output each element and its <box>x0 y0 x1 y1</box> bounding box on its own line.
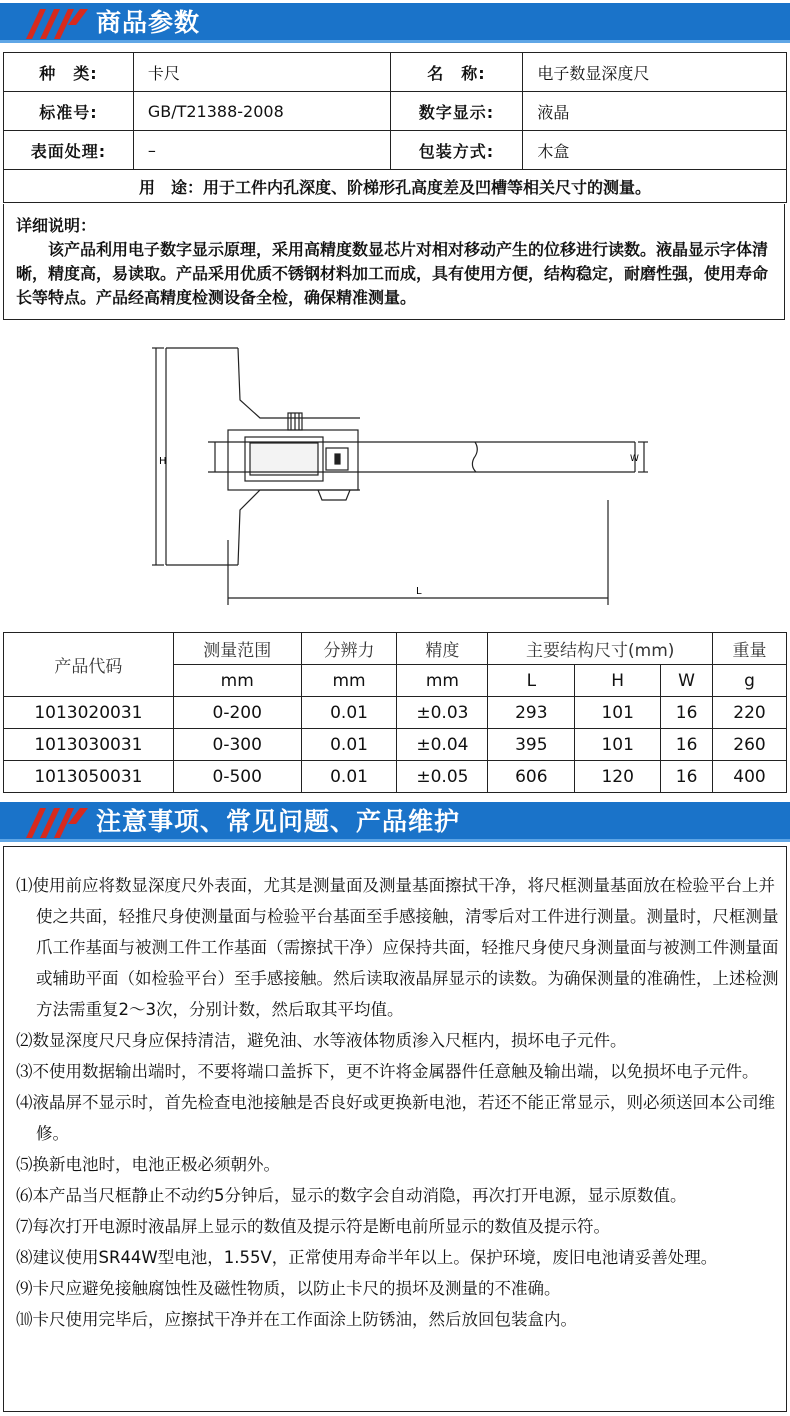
display-value: 液晶 <box>523 92 787 131</box>
kind-label: 种 类: <box>4 53 134 92</box>
section-title: 注意事项、常见问题、产品维护 <box>96 807 461 836</box>
detail-body: 该产品利用电子数字显示原理，采用高精度数显芯片对相对移动产生的位移进行读数。液晶显示字体清晰，精度高，易读取。产品采用优质不锈钢材料加工而成，具有使用方便，结构稳定，耐磨性强，使用寿命长等特点。产品经高精度检测设备全检，确保精准测量。 <box>16 240 769 307</box>
dimension-label-h: H <box>159 456 167 467</box>
table-row <box>4 729 787 761</box>
usage-text: 用 途：用于工件内孔深度、阶梯形孔高度差及凹槽等相关尺寸的测量。 <box>4 170 787 203</box>
table-cell: 0.01 <box>301 697 397 729</box>
note-item: ⑵数显深度尺尺身应保持清洁，避免油、水等液体物质渗入尺框内，损坏电子元件。 <box>16 1031 627 1050</box>
params-table <box>3 52 787 203</box>
table-cell: 293 <box>488 697 575 729</box>
note-item: ⑶不使用数据输出端时，不要将端口盖拆下，更不许将金属器件任意触及输出端，以免损坏电子元件。 <box>16 1062 759 1081</box>
banner-rule <box>0 839 790 842</box>
table-cell: ±0.04 <box>397 729 488 761</box>
table-cell: 260 <box>713 729 787 761</box>
note-item: ⑼卡尺应避免接触腐蚀性及磁性物质，以防止卡尺的损坏及测量的不准确。 <box>16 1279 561 1298</box>
col-code-header: 产品代码 <box>4 633 174 697</box>
table-row <box>4 131 787 170</box>
note-item: ⑸换新电池时，电池正极必须朝外。 <box>16 1155 280 1174</box>
table-cell: 0-500 <box>173 761 301 793</box>
table-cell: 1013050031 <box>4 761 174 793</box>
unit-cell: H <box>575 665 661 697</box>
surface-value: – <box>133 131 390 170</box>
table-cell: 220 <box>713 697 787 729</box>
table-cell: 0-300 <box>173 729 301 761</box>
table-row <box>4 697 787 729</box>
table-header-row <box>4 633 787 665</box>
note-item: ⑺每次打开电源时液晶屏上显示的数值及提示符是断电前所显示的数值及提示符。 <box>16 1217 610 1236</box>
table-cell: 16 <box>661 729 713 761</box>
unit-cell: W <box>661 665 713 697</box>
display-label: 数字显示: <box>390 92 523 131</box>
name-value: 电子数显深度尺 <box>523 53 787 92</box>
table-row <box>4 761 787 793</box>
unit-cell: mm <box>397 665 488 697</box>
note-item: ⑴使用前应将数显深度尺外表面，尤其是测量面及测量基面擦拭干净，将尺框测量基面放在检验平台上并使之共面，轻推尺身使测量面与检验平台基面至手感接触，清零后对工件进行测量。测量时，尺框测量爪工作基面与被测工件工作基面（需擦拭干净）应保持共面，轻推尺身使尺身测量面与被测工件测量面或辅助平面（如检验平台）至手感接触。然后读取液晶屏显示的读数。为确保测量的准确性，上述检测方法需重复2～3次，分别计数，然后取其平均值。 <box>16 876 779 1019</box>
notes-list <box>16 870 784 1335</box>
table-cell: 1013030031 <box>4 729 174 761</box>
table-cell: 101 <box>575 729 661 761</box>
col-accuracy-header: 精度 <box>397 633 488 665</box>
brand-logo-icon <box>22 5 92 41</box>
name-label: 名 称: <box>390 53 523 92</box>
table-row <box>4 92 787 131</box>
table-cell: 0.01 <box>301 729 397 761</box>
table-row <box>4 170 787 203</box>
table-cell: 400 <box>713 761 787 793</box>
table-cell: 395 <box>488 729 575 761</box>
table-cell: 120 <box>575 761 661 793</box>
table-cell: 0-200 <box>173 697 301 729</box>
table-cell: ±0.05 <box>397 761 488 793</box>
spec-table <box>3 632 787 793</box>
section-banner-notes <box>0 802 790 842</box>
col-resolution-header: 分辨力 <box>301 633 397 665</box>
table-row <box>4 53 787 92</box>
standard-value: GB/T21388-2008 <box>133 92 390 131</box>
note-item: ⑷液晶屏不显示时，首先检查电池接触是否良好或更换新电池，若还不能正常显示，则必须送回本公司维修。 <box>16 1093 775 1143</box>
detail-description <box>3 204 785 320</box>
unit-cell: g <box>713 665 787 697</box>
unit-cell: mm <box>173 665 301 697</box>
table-cell: 0.01 <box>301 761 397 793</box>
dimension-label-l: L <box>416 586 422 597</box>
package-value: 木盒 <box>523 131 787 170</box>
kind-value: 卡尺 <box>133 53 390 92</box>
table-cell: 606 <box>488 761 575 793</box>
table-cell: ±0.03 <box>397 697 488 729</box>
col-dims-header: 主要结构尺寸(mm) <box>488 633 713 665</box>
table-cell: 16 <box>661 697 713 729</box>
unit-cell: mm <box>301 665 397 697</box>
depth-gauge-drawing <box>150 340 650 610</box>
detail-heading: 详细说明： <box>16 216 97 235</box>
col-range-header: 测量范围 <box>173 633 301 665</box>
unit-cell: L <box>488 665 575 697</box>
section-title: 商品参数 <box>96 8 201 37</box>
note-item: ⑹本产品当尺框静止不动约5分钟后，显示的数字会自动消隐，再次打开电源，显示原数值。 <box>16 1186 687 1205</box>
section-banner-params <box>0 3 790 43</box>
note-item: ⑻建议使用SR44W型电池，1.55V，正常使用寿命半年以上。保护环境，废旧电池请妥善处理。 <box>16 1248 718 1267</box>
note-item: ⑽卡尺使用完毕后，应擦拭干净并在工作面涂上防锈油，然后放回包装盒内。 <box>16 1310 577 1329</box>
banner-rule <box>0 40 790 43</box>
package-label: 包装方式: <box>390 131 523 170</box>
table-cell: 101 <box>575 697 661 729</box>
dimension-label-w: W <box>630 454 639 464</box>
table-cell: 16 <box>661 761 713 793</box>
brand-logo-icon <box>22 804 92 840</box>
col-weight-header: 重量 <box>713 633 787 665</box>
surface-label: 表面处理: <box>4 131 134 170</box>
standard-label: 标准号: <box>4 92 134 131</box>
table-cell: 1013020031 <box>4 697 174 729</box>
